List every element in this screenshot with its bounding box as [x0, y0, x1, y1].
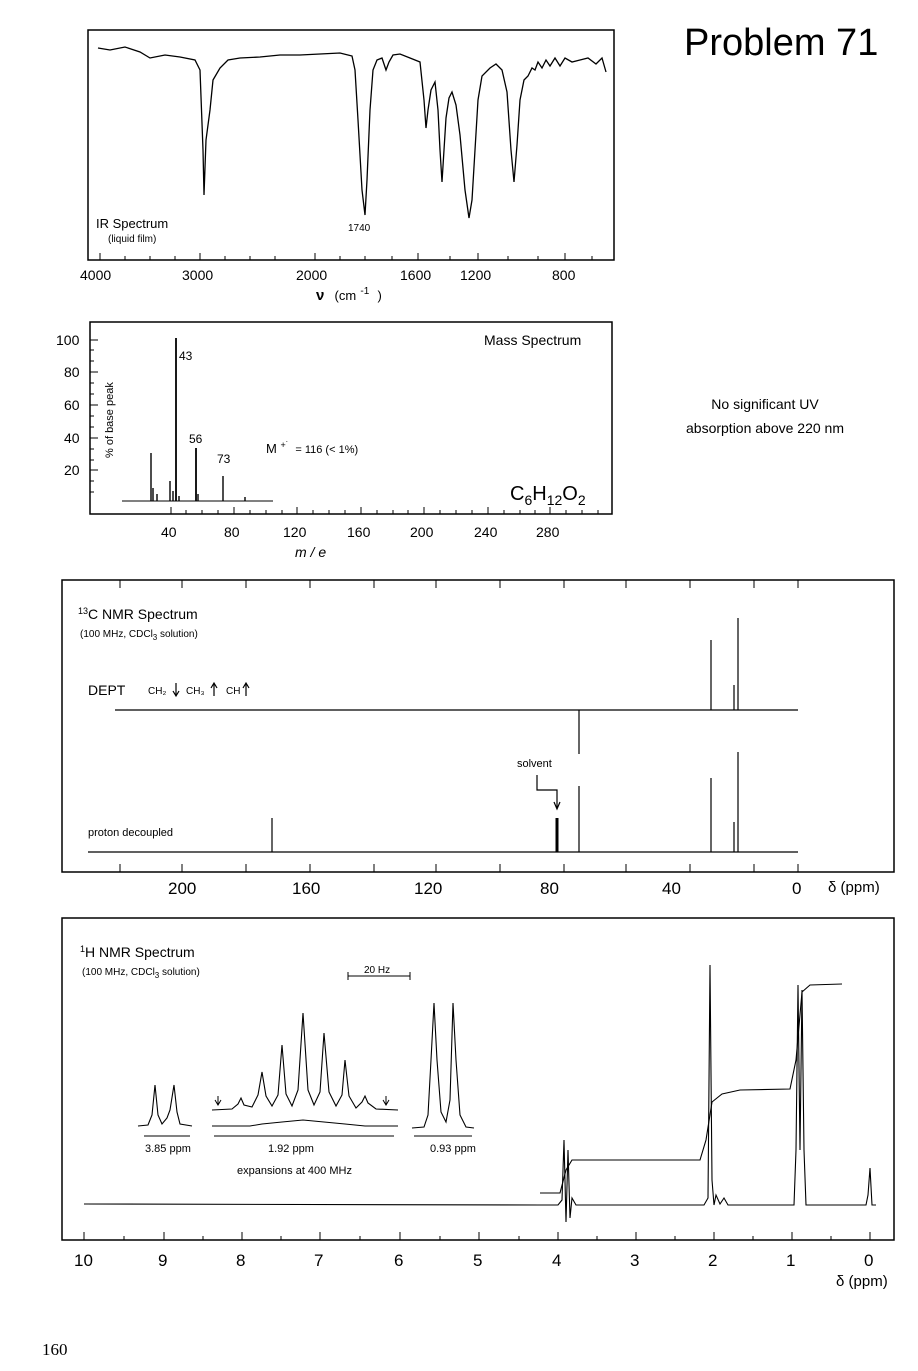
scale-bar-label: 20 Hz: [364, 965, 391, 976]
expansion-1-92-left-arrow-icon: [215, 1096, 221, 1105]
c13-x-label: δ (ppm): [828, 879, 880, 896]
formula-c: C: [510, 483, 525, 505]
c13-tick-80: 80: [540, 879, 559, 898]
dept-label: DEPT: [88, 682, 126, 698]
mass-x-tick-40: 40: [161, 524, 177, 540]
ir-tick-4000: 4000: [80, 267, 112, 283]
formula-o-sub: 2: [577, 492, 586, 508]
ir-tick-1200: 1200: [460, 267, 492, 283]
c13-subtitle-sub: 3: [152, 633, 158, 642]
uv-note-line-2: absorption above 220 nm: [686, 420, 844, 436]
mass-y-tick-100: 100: [56, 332, 80, 348]
dept-ch2-label: CH₂: [148, 686, 167, 697]
h1-tick-0: 0: [864, 1251, 874, 1270]
mass-peak-label-43: 43: [179, 349, 193, 363]
mass-x-label: m / e: [295, 544, 327, 560]
h1-subtitle: [82, 967, 200, 980]
dept-ch-up-arrow-icon: [243, 683, 249, 696]
mass-x-axis: [171, 507, 598, 514]
c13-top-ticks: [120, 580, 798, 588]
c13-nmr-spectrum: [62, 580, 894, 898]
h1-tick-9: 9: [158, 1251, 168, 1270]
mass-title: Mass Spectrum: [484, 332, 582, 348]
ir-x-axis: [88, 253, 614, 260]
mass-x-tick-240: 240: [474, 524, 498, 540]
formula-h: H: [532, 483, 547, 505]
mass-y-axis: [90, 340, 98, 492]
c13-x-axis: [62, 864, 894, 872]
h1-x-axis: [62, 1232, 894, 1240]
formula-o: O: [562, 483, 578, 505]
h1-tick-10: 10: [74, 1251, 93, 1270]
ir-x-label-symbol: ν: [316, 287, 325, 304]
ir-tick-2000: 2000: [296, 267, 328, 283]
solvent-arrow-icon: [537, 775, 560, 809]
ir-title: IR Spectrum: [96, 216, 169, 231]
c13-subtitle-text: (100 MHz, CDCl: [80, 629, 153, 640]
ir-tick-1600: 1600: [400, 267, 432, 283]
mass-x-tick-280: 280: [536, 524, 560, 540]
formula-c-sub: 6: [524, 492, 533, 508]
mass-x-tick-200: 200: [410, 524, 434, 540]
mass-spectrum: [56, 322, 612, 560]
h1-nmr-spectrum: [62, 918, 894, 1290]
dept-ch-label: CH: [226, 686, 241, 697]
mass-formula: [510, 483, 586, 508]
ir-x-label-close: ): [377, 288, 382, 303]
ir-spectrum: [80, 30, 614, 304]
h1-subtitle-sub: 3: [154, 971, 160, 980]
c13-tick-120: 120: [414, 879, 443, 898]
ir-x-label-unit: (cm: [334, 288, 357, 303]
c13-title: [78, 606, 198, 622]
mass-peak-label-73: 73: [217, 452, 231, 466]
c13-tick-200: 200: [168, 879, 197, 898]
mass-x-tick-80: 80: [224, 524, 240, 540]
mass-peaks: [122, 338, 273, 501]
h1-spectrum-trace: [84, 965, 876, 1222]
dept-ch3-up-arrow-icon: [211, 683, 217, 696]
h1-tick-8: 8: [236, 1251, 246, 1270]
h1-tick-5: 5: [473, 1251, 483, 1270]
ir-trace: [98, 47, 606, 218]
h1-tick-6: 6: [394, 1251, 404, 1270]
problem-title: Problem 71: [684, 22, 879, 64]
c13-tick-40: 40: [662, 879, 681, 898]
mass-molecular-ion-value: = 116 (< 1%): [295, 444, 359, 456]
mass-y-tick-80: 80: [64, 364, 80, 380]
ir-tick-3000: 3000: [182, 267, 214, 283]
ir-x-label: [316, 281, 382, 304]
expansion-3-85-label: 3.85 ppm: [145, 1143, 191, 1155]
c13-subtitle: [80, 629, 198, 642]
h1-title-sup: 1: [80, 944, 86, 954]
mass-y-tick-20: 20: [64, 462, 80, 478]
expansion-1-92-label: 1.92 ppm: [268, 1143, 314, 1155]
c13-title-text: C NMR Spectrum: [88, 606, 198, 622]
h1-tick-7: 7: [314, 1251, 324, 1270]
h1-tick-3: 3: [630, 1251, 640, 1270]
h1-tick-4: 4: [552, 1251, 562, 1270]
h1-tick-1: 1: [786, 1251, 796, 1270]
formula-h-sub: 12: [546, 492, 563, 508]
decoupled-spectrum: [88, 752, 798, 852]
expansions-note: expansions at 400 MHz: [237, 1165, 352, 1177]
dept-ch2-down-arrow-icon: [173, 683, 179, 696]
mass-x-tick-160: 160: [347, 524, 371, 540]
h1-title-text: H NMR Spectrum: [85, 944, 195, 960]
h1-title: [80, 944, 195, 960]
mass-x-tick-120: 120: [283, 524, 307, 540]
decoupled-label: proton decoupled: [88, 827, 174, 839]
page-number: 160: [42, 1340, 68, 1359]
c13-tick-160: 160: [292, 879, 321, 898]
mass-molecular-ion-m: M: [266, 441, 277, 456]
h1-tick-2: 2: [708, 1251, 718, 1270]
h1-subtitle-text: (100 MHz, CDCl: [82, 967, 155, 978]
c13-subtitle-end: solution): [157, 629, 198, 640]
ir-x-label-sup: -1: [360, 286, 370, 297]
dept-spectrum: [115, 618, 798, 754]
dept-ch3-label: CH₃: [186, 686, 205, 697]
expansion-0-93-trace: [412, 1003, 474, 1128]
mass-y-tick-60: 60: [64, 397, 80, 413]
expansion-0-93-label: 0.93 ppm: [430, 1143, 476, 1155]
mass-molecular-ion: [266, 436, 358, 456]
c13-tick-0: 0: [792, 879, 802, 898]
h1-subtitle-end: solution): [159, 967, 200, 978]
expansion-3-85-trace: [138, 1085, 192, 1126]
expansion-1-92-trace: [212, 1013, 398, 1110]
ir-tick-800: 800: [552, 267, 576, 283]
c13-frame: [62, 580, 894, 872]
solvent-label: solvent: [517, 758, 552, 770]
expansion-1-92-right-arrow-icon: [383, 1096, 389, 1105]
ir-peak-label: 1740: [348, 223, 371, 234]
ir-subtitle: (liquid film): [108, 234, 157, 245]
expansion-1-92-integral: [212, 1120, 398, 1126]
uv-note-line-1: No significant UV: [711, 396, 819, 412]
mass-y-label: % of base peak: [104, 382, 116, 458]
mass-peak-label-56: 56: [189, 432, 203, 446]
h1-x-label: δ (ppm): [836, 1273, 888, 1290]
mass-molecular-ion-charge: +˙: [280, 440, 289, 450]
mass-y-tick-40: 40: [64, 430, 80, 446]
c13-title-sup: 13: [78, 606, 89, 616]
